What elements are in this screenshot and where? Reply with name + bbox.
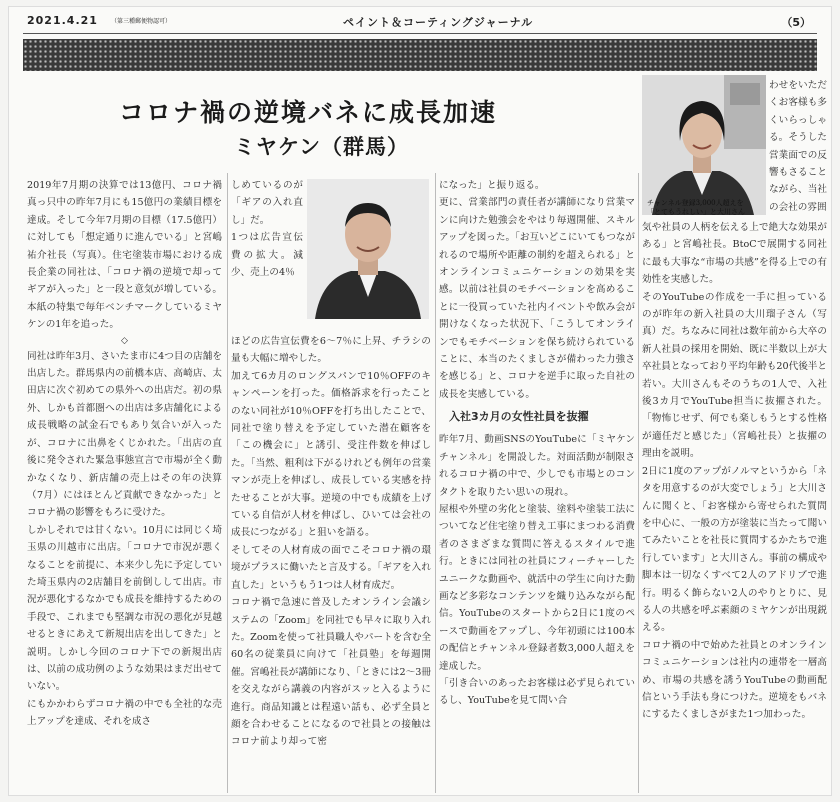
column-rule (435, 173, 436, 793)
column-rule (638, 173, 639, 793)
halftone-band (23, 39, 817, 71)
section-subhead: 入社3カ月の女性社員を抜擢 (449, 410, 589, 424)
ceo-photo (307, 179, 429, 319)
postal-note: （第三種郵便物認可） (111, 18, 172, 25)
paragraph: 1つは広告宣伝費の拡大。減少、売上の4％ (231, 232, 303, 279)
newspaper-page (8, 6, 832, 796)
page-header (23, 11, 817, 31)
column-2 (231, 333, 431, 751)
article-headline: コロナ禍の逆境バネに成長加速 (119, 98, 498, 127)
paragraph: 気や社員の人柄を伝える上で絶大な効果がある」と宮嶋社長。BtoCで展開する同社に最も大事な“市場の共感”を得る上での有効性を実感した。 (642, 222, 827, 286)
paragraph: 2日に1度のアップがノルマというから「ネタを用意するのが大変でしょう」と大川さんに聞くと、「お客様から寄せられた質問を中心に、一般の方が塗装に当たって聞いてみたいことを社長に質問するかたちで進行しています」と大川さん。事前の構成や脚本は一切なくすべて2人のアドリブで進行。明るく飾らない2人のやりとりに、見る人の共感を呼ぶ素顔のミヤケンが出現鋭える。 (642, 465, 827, 634)
paragraph: 加えて6カ月のロングスパンで10％OFFのキャンペーンを打った。価格訴求を行ったことのない同社が10％OFFを打ち出したことで、同社で塗り替えを予定していた潜在顧客を「この機会に」と誘引、受注件数を伸ばした。「当然、粗利は下がるけれども例年の営業マンが売上を伸ばし、成長している実感を持たせることが大事。逆境の中でも成績を上げている自信が人材を伸ばし、ひいては会社の成長につながる」と狙いを語る。 (231, 370, 431, 539)
issue-date: 2021.4.21 (27, 14, 98, 27)
paragraph: にもかかわらずコロナ禍の中でも全社的な売上アップを達成、それを成さ (27, 698, 222, 728)
column-2-upper (231, 177, 303, 281)
article-subheadline: ミヤケン（群馬） (234, 134, 409, 159)
column-rule (227, 173, 228, 793)
paragraph: そのYouTubeの作成を一手に担っているのが昨年の新入社員の大川瑠子さん（写真）だ。ちなみに同社は数年前から大卒の新人社員の採用を開始、既に半数以上が大卒社員となっており平均年齢も20代後半と若い。大川さんもそのうちの1人で、入社後3カ月でYouTube担当に抜擢された。「物怖じせず、何でも楽しもうとする性格が適任だと感じた」（宮嶋社長）と抜擢の理由を説明。 (642, 291, 827, 460)
column-4-upper (769, 77, 827, 216)
section-divider: ◇ (121, 335, 128, 346)
publication-title: ペイント＆コーティングジャーナル (343, 16, 534, 29)
column-3 (439, 177, 635, 710)
paragraph: しかしそれでは甘くない。10月には同じく埼玉県の川越市に出店。「コロナで市況が悪くなることを前提に、本来少し先に予定していた埼玉県内の2店舗目を前倒しして出店。市況が悪化するなかでも成長を維持するための手段で、これまでも堅調な市況の悪化が見越せるときにあえて新規出店を出してきた」と説明。しかし今回のコロナ下での新規出店は、以前の成功例のような効果はまだ出せていない。 (27, 524, 222, 693)
page-number: （5） (781, 16, 811, 29)
paragraph: になった」と振り返る。 (439, 180, 545, 191)
paragraph: 更に、営業部門の責任者が講師になり営業マンに向けた勉強会をやはり毎週開催、スキルアップを図った。「お互いどこにいてもつながれるので場所や距離の制約を超えられる」とオンラインコミュニケーションの効果を実感。以前は社員のモチベーションを高めることに一役買っていた社内イベントや飲み会が開けなくなった状況下、「こうしてオンラインでもモチベーションを保ち続けられていることに、本当のたくましさが備わった力強さを感じる」と、コロナを逆手に取った自社の成長を実感している。 (439, 197, 635, 400)
paragraph: 同社は昨年3月、さいたま市に4つ目の店舗を出店した。群馬県内の前橋本店、高崎店、太田店に次ぐ初めての県外への出店だ。初の県外、しかも首都圏への出店は多店舗化による成長戦略の試金石でもあり気合いが入ったが、コロナに出鼻をくじかれた。「出店の直後に発令された緊急事態宣言で市場が全く動かなくなり、新店舗の売上はその年の決算（7月）にはほとんど貢献できなかった」とコロナ禍の影響をもろに受けた。 (27, 350, 222, 519)
paragraph: しめているのが「ギアの入れ直し」だ。 (231, 180, 303, 226)
column-4 (642, 219, 827, 724)
paragraph: 「引き合いのあったお客様は必ず見られているし、YouTubeを見て問い合 (439, 677, 635, 707)
paragraph: 昨年7月、動画SNSのYouTubeに「ミヤケンチャンネル」を開設した。対面活動が制限されるコロナ禍の中で、少しでも市場とのコンタクトを取りたい思いの現れ。 (439, 434, 635, 498)
photo-caption: チャンネル登録3,000人超えを「とてもうれしい」と大川さん (647, 199, 745, 216)
paragraph: コロナ禍の中で始めた社員とのオンラインコミュニケーションは社内の連帯を一層高め、市場の共感を誘うYouTubeの動画配信という手法も身につけた。逆境をもバネにするたくましさがまた1つ加わった。 (642, 639, 827, 721)
column-1 (27, 177, 222, 731)
paragraph: わせをいただくお客様も多くいらっしゃる。そうした営業面での反響もさることながら、当社の会社の雰囲 (769, 80, 827, 213)
paragraph: 屋根や外壁の劣化と塗装、塗料や塗装工法についてなど住宅塗り替え工事にまつわる消費者のさまざまな質問に答えるスタイルで進行。ときには同社の社員にフィーチャーしたユニークな動画や、就活中の学生に向けた動画など多彩なコンテンツを織り込みながら配信。YouTubeのスタートから2日に1度のペースで動画をアップし、今年初頭には100本の配信とチャンネル登録者数3,000人超えを達成した。 (439, 503, 635, 672)
staff-photo (642, 75, 766, 215)
paragraph: コロナ禍で急速に普及したオンライン会議システムの「Zoom」を同社でも早々に取り入れた。Zoomを使って社員職人やパートを含む全60名の従業員に向けて「社員塾」を毎週開催。宮嶋社長が講師になり、「ときには2〜3冊を交えながら講義の内容がスッと入るように進行。商品知識とは程遠い話も、必ず全員と顔を合わせることになるので社員との接触はコロナ前より却って密 (231, 597, 432, 748)
paragraph: そしてその人材育成の面でこそコロナ禍の環境がプラスに働いたと言及する。「ギアを入れ直した」というもう1つは人材育成だ。 (231, 544, 431, 591)
header-rule (23, 33, 817, 34)
paragraph: ほどの広告宣伝費を6〜7％に上昇、チラシの量も大幅に増やした。 (231, 336, 431, 365)
paragraph: 2019年7月期の決算では13億円、コロナ禍真っ只中の昨年7月にも15億円の業績目標を達成。そして今年7月期の目標（17.5億円）に対しても「想定通りに進んでいる」と宮嶋祐介社長（写真）。住宅塗装市場における成長企業の同社は、「コロナ禍の逆境で却ってギアが入った」と一段と意気が増している。本紙の特集で毎年ベンチマークしているミヤケンの1年を追った。 (27, 180, 222, 331)
